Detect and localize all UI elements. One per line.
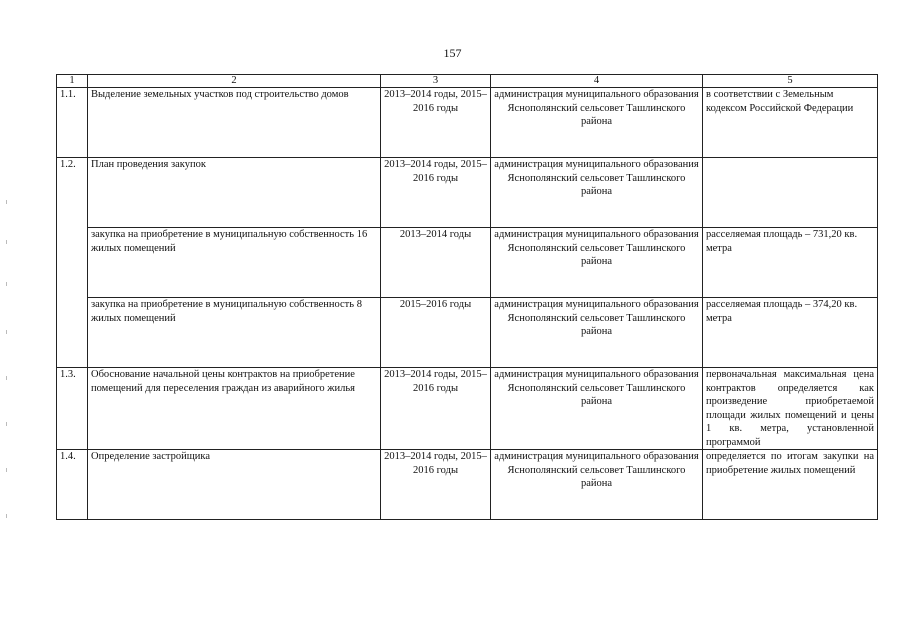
table-row	[57, 158, 878, 228]
row-note: в соответствии с Земельным кодексом Российской Федерации	[703, 88, 878, 158]
row-number: 1.4.	[57, 450, 88, 520]
header-cell-1: 1	[57, 75, 88, 88]
row-period: 2013–2014 годы	[381, 228, 491, 298]
row-number	[57, 298, 88, 368]
row-number: 1.3.	[57, 368, 88, 450]
table-row	[57, 298, 878, 368]
header-cell-5: 5	[703, 75, 878, 88]
row-executor: администрация муниципального образования Яснополянский сельсовет Ташлинского района	[491, 158, 703, 228]
row-period: 2015–2016 годы	[381, 298, 491, 368]
row-period: 2013–2014 годы, 2015–2016 годы	[381, 368, 491, 450]
row-note	[703, 158, 878, 228]
row-executor: администрация муниципального образования Яснополянский сельсовет Ташлинского района	[491, 450, 703, 520]
row-number	[57, 228, 88, 298]
row-description: закупка на приобретение в муниципальную собственность 16 жилых помещений	[88, 228, 381, 298]
row-note: определяется по итогам закупки на приобретение жилых помещений	[703, 450, 878, 520]
row-note: расселяемая площадь – 374,20 кв. метра	[703, 298, 878, 368]
row-period: 2013–2014 годы, 2015–2016 годы	[381, 158, 491, 228]
row-note: расселяемая площадь – 731,20 кв. метра	[703, 228, 878, 298]
header-cell-3: 3	[381, 75, 491, 88]
row-period: 2013–2014 годы, 2015–2016 годы	[381, 450, 491, 520]
row-description: Определение застройщика	[88, 450, 381, 520]
row-period: 2013–2014 годы, 2015–2016 годы	[381, 88, 491, 158]
page-number: 157	[443, 46, 462, 60]
row-description: закупка на приобретение в муниципальную собственность 8 жилых помещений	[88, 298, 381, 368]
table-row	[57, 228, 878, 298]
row-description: План проведения закупок	[88, 158, 381, 228]
row-description: Обоснование начальной цены контрактов на приобретение помещений для переселения граждан из аварийного жилья	[88, 368, 381, 450]
row-note: первоначальная максимальная цена контрактов определяется как произведение приобретаемой площади жилых помещений и цены 1 кв. метра, установленной программой	[703, 368, 878, 450]
row-number: 1.2.	[57, 158, 88, 228]
row-executor: администрация муниципального образования Яснополянский сельсовет Ташлинского района	[491, 88, 703, 158]
row-executor: администрация муниципального образования Яснополянский сельсовет Ташлинского района	[491, 228, 703, 298]
table-row	[57, 450, 878, 520]
row-number: 1.1.	[57, 88, 88, 158]
row-executor: администрация муниципального образования Яснополянский сельсовет Ташлинского района	[491, 368, 703, 450]
scan-margin-marks	[6, 200, 8, 540]
header-cell-4: 4	[491, 75, 703, 88]
measures-table	[56, 74, 878, 520]
table-header-row	[57, 75, 878, 88]
row-executor: администрация муниципального образования Яснополянский сельсовет Ташлинского района	[491, 298, 703, 368]
row-description: Выделение земельных участков под строительство домов	[88, 88, 381, 158]
table-row	[57, 88, 878, 158]
header-cell-2: 2	[88, 75, 381, 88]
table-row	[57, 368, 878, 450]
